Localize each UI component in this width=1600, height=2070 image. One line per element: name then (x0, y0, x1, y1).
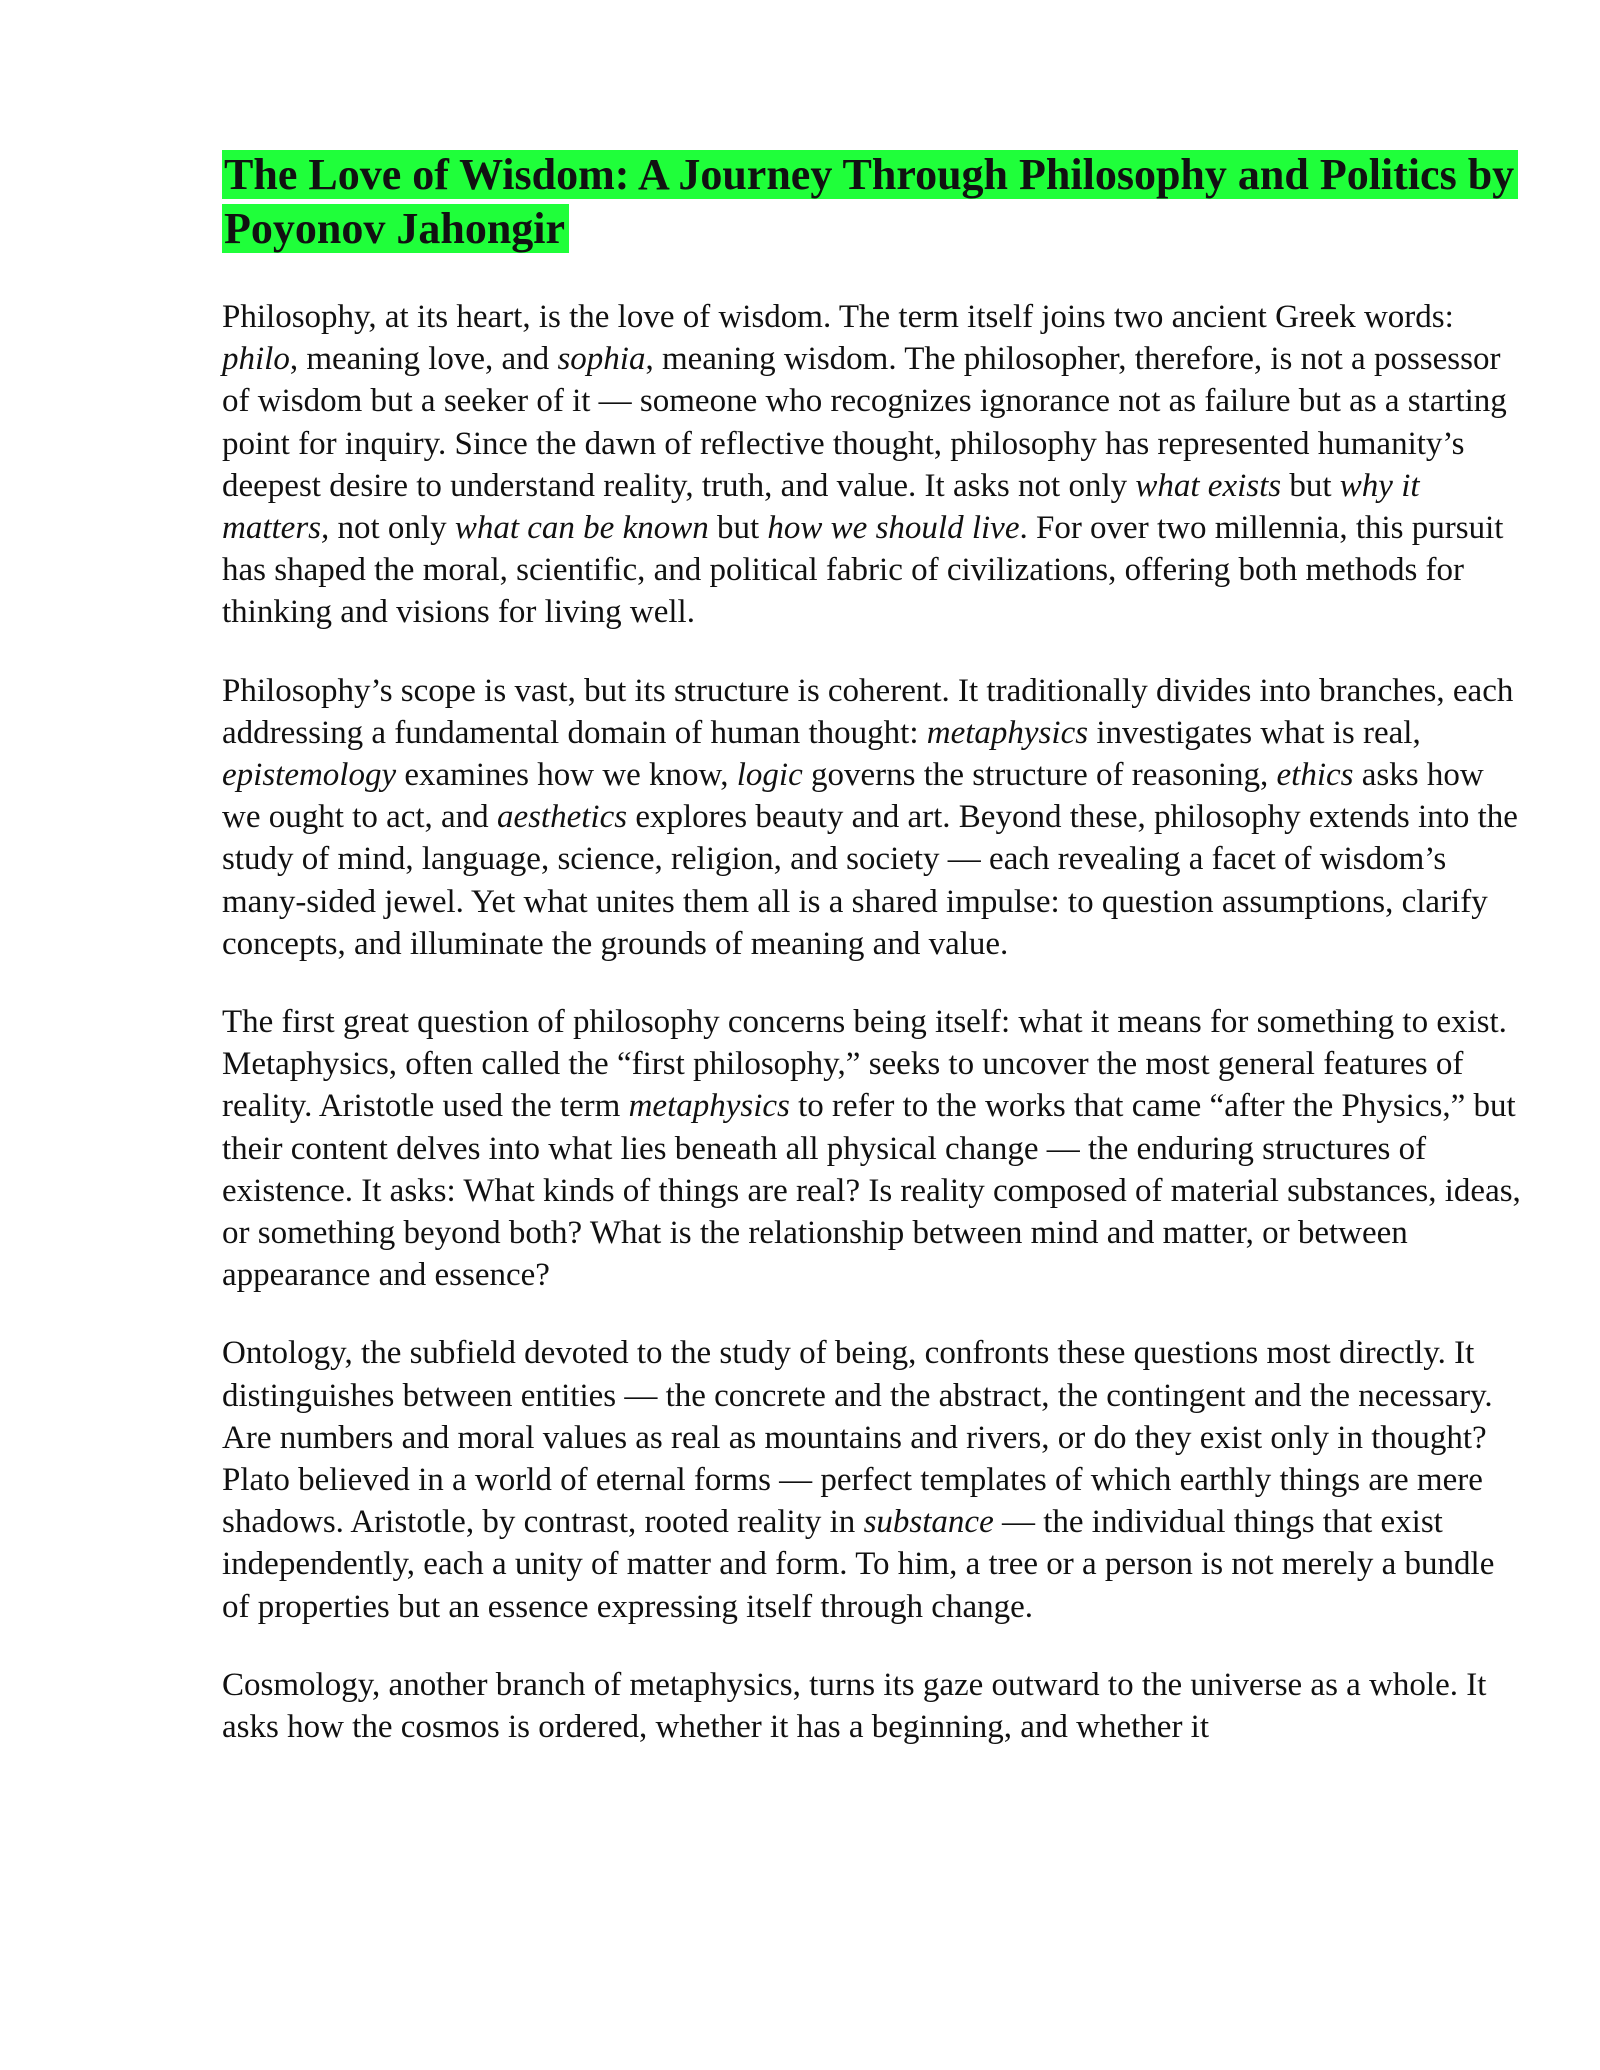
paragraph-4: Ontology, the subfield devoted to the study of being, confronts these questions most directly. It distinguishes between entities — the concrete and the abstract, the contingent and the necessary. Are numbers and moral values as real as mountains and rivers, or do they exist only in thought? Plato believed in a world of eternal forms — perfect templates of which earthly things are mere shadows. Aristotle, by contrast, rooted reality in substance — the individual things that exist independently, each a unity of matter and form. To him, a tree or a person is not merely a bundle of properties but an essence expressing itself through change. (222, 1335, 1495, 1625)
paragraph-5: Cosmology, another branch of metaphysics, turns its gaze outward to the universe as a whole. It asks how the cosmos is ordered, whether it has a beginning, and whether it (222, 1666, 1487, 1746)
document-body (222, 148, 1522, 1784)
paragraph-3: The first great question of philosophy concerns being itself: what it means for something to exist. Metaphysics, often called the “first philosophy,” seeks to uncover the most general features of reality. Aristotle used the term metaphysics to refer to the works that came “after the Physics,” but their content delves into what lies beneath all physical change — the enduring structures of existence. It asks: What kinds of things are real? Is reality composed of material substances, ideas, or something beyond both? What is the relationship between mind and matter, or between appearance and essence? (222, 1004, 1521, 1294)
document-title (222, 148, 1522, 256)
paragraph-1: Philosophy, at its heart, is the love of wisdom. The term itself joins two ancient Greek words: philo, meaning love, and sophia, meaning wisdom. The philosopher, therefore, is not a possessor of wisdom but a seeker of it — someone who recognizes ignorance not as failure but as a starting point for inquiry. Since the dawn of reflective thought, philosophy has represented humanity’s deepest desire to understand reality, truth, and value. It asks not only what exists but why it matters, not only what can be known but how we should live. For over two millennia, this pursuit has shaped the moral, scientific, and political fabric of civilizations, offering both methods for thinking and visions for living well. (222, 299, 1507, 631)
paragraph-2: Philosophy’s scope is vast, but its structure is coherent. It traditionally divides into branches, each addressing a fundamental domain of human thought: metaphysics investigates what is real, epistemology examines how we know, logic governs the structure of reasoning, ethics asks how we ought to act, and aesthetics explores beauty and art. Beyond these, philosophy extends into the study of mind, language, science, religion, and society — each revealing a facet of wisdom’s many-sided jewel. Yet what unites them all is a shared impulse: to question assumptions, clarify concepts, and illuminate the grounds of meaning and value. (222, 672, 1518, 962)
title-highlight: The Love of Wisdom: A Journey Through Philosophy and Politics by Poyonov Jahongir (222, 150, 1518, 253)
